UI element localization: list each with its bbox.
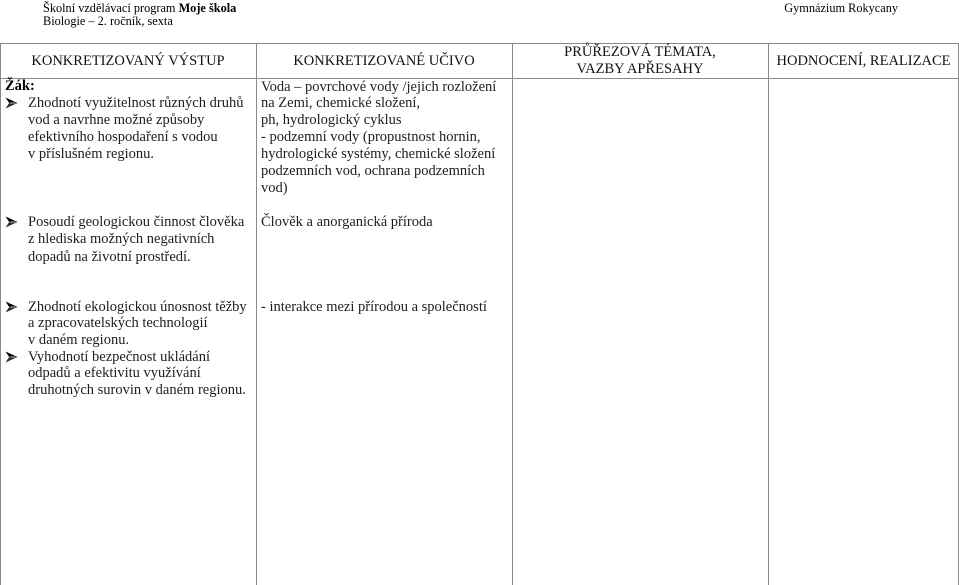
program-prefix: Školní vzdělávací program [43, 0, 179, 15]
outcome-text: Zhodnotí ekologickou únosnost těžby a zpracovatelských technologií v daném regionu. [28, 298, 247, 349]
outcome-text: Vyhodnotí bezpečnost ukládání odpadů a efektivitu využívání druhotných surovin v daném regionu. [28, 348, 246, 399]
column-header-crosscutting [512, 44, 768, 78]
column-header-evaluation [768, 44, 959, 78]
arrow-bullet-icon [5, 351, 18, 363]
outcome-text: Zhodnotí využitelnost různých druhů vod a navrhne možné způsoby efektivního hospodaření s vodou v příslušném regionu. [28, 94, 244, 163]
column-header-label: KONKRETIZOVANÝ VÝSTUP [31, 52, 225, 69]
school-name: Gymnázium Rokycany [784, 0, 898, 15]
curriculum-item: - interakce mezi přírodou a společností [261, 298, 487, 315]
outcome-item [28, 95, 243, 164]
column-header-label: HODNOCENÍ, REALIZACE [776, 52, 951, 69]
arrow-bullet-icon [5, 301, 18, 313]
curriculum-item: Člověk a anorganická příroda [261, 213, 433, 230]
program-title [43, 2, 236, 15]
outcome-text: Posoudí geologickou činnost člověka z hlediska možných negativních dopadů na životní prostředí. [28, 213, 245, 265]
arrow-bullet-icon [5, 97, 18, 109]
outcome-item [28, 349, 246, 399]
column-header-outcomes [0, 44, 256, 78]
subject-line: Biologie – 2. ročník, sexta [43, 13, 173, 28]
outcome-item [28, 214, 244, 267]
table-border [0, 43, 1, 585]
column-header-label-line: VAZBY APŘESAHY [576, 61, 704, 77]
curriculum-item: Voda – povrchové vody /jejich rozložení na Zemi, chemické složení, ph, hydrologický cyklus [261, 78, 497, 129]
column-header-label-line: PRŮŘEZOVÁ TÉMATA, [564, 44, 716, 60]
arrow-bullet-icon [5, 216, 18, 228]
student-label: Žák: [5, 77, 35, 94]
column-header-label: KONKRETIZOVANÉ UČIVO [293, 52, 475, 69]
table-border [768, 43, 769, 585]
program-name: Moje škola [178, 0, 237, 15]
curriculum-item: - podzemní vody (propustnost hornin, hydrologické systémy, chemické složení podzemních vod, ochrana podzemních vod) [261, 129, 496, 196]
table-border [512, 43, 513, 585]
outcome-item [28, 299, 247, 349]
table-border [256, 43, 257, 585]
column-header-curriculum [256, 44, 512, 78]
